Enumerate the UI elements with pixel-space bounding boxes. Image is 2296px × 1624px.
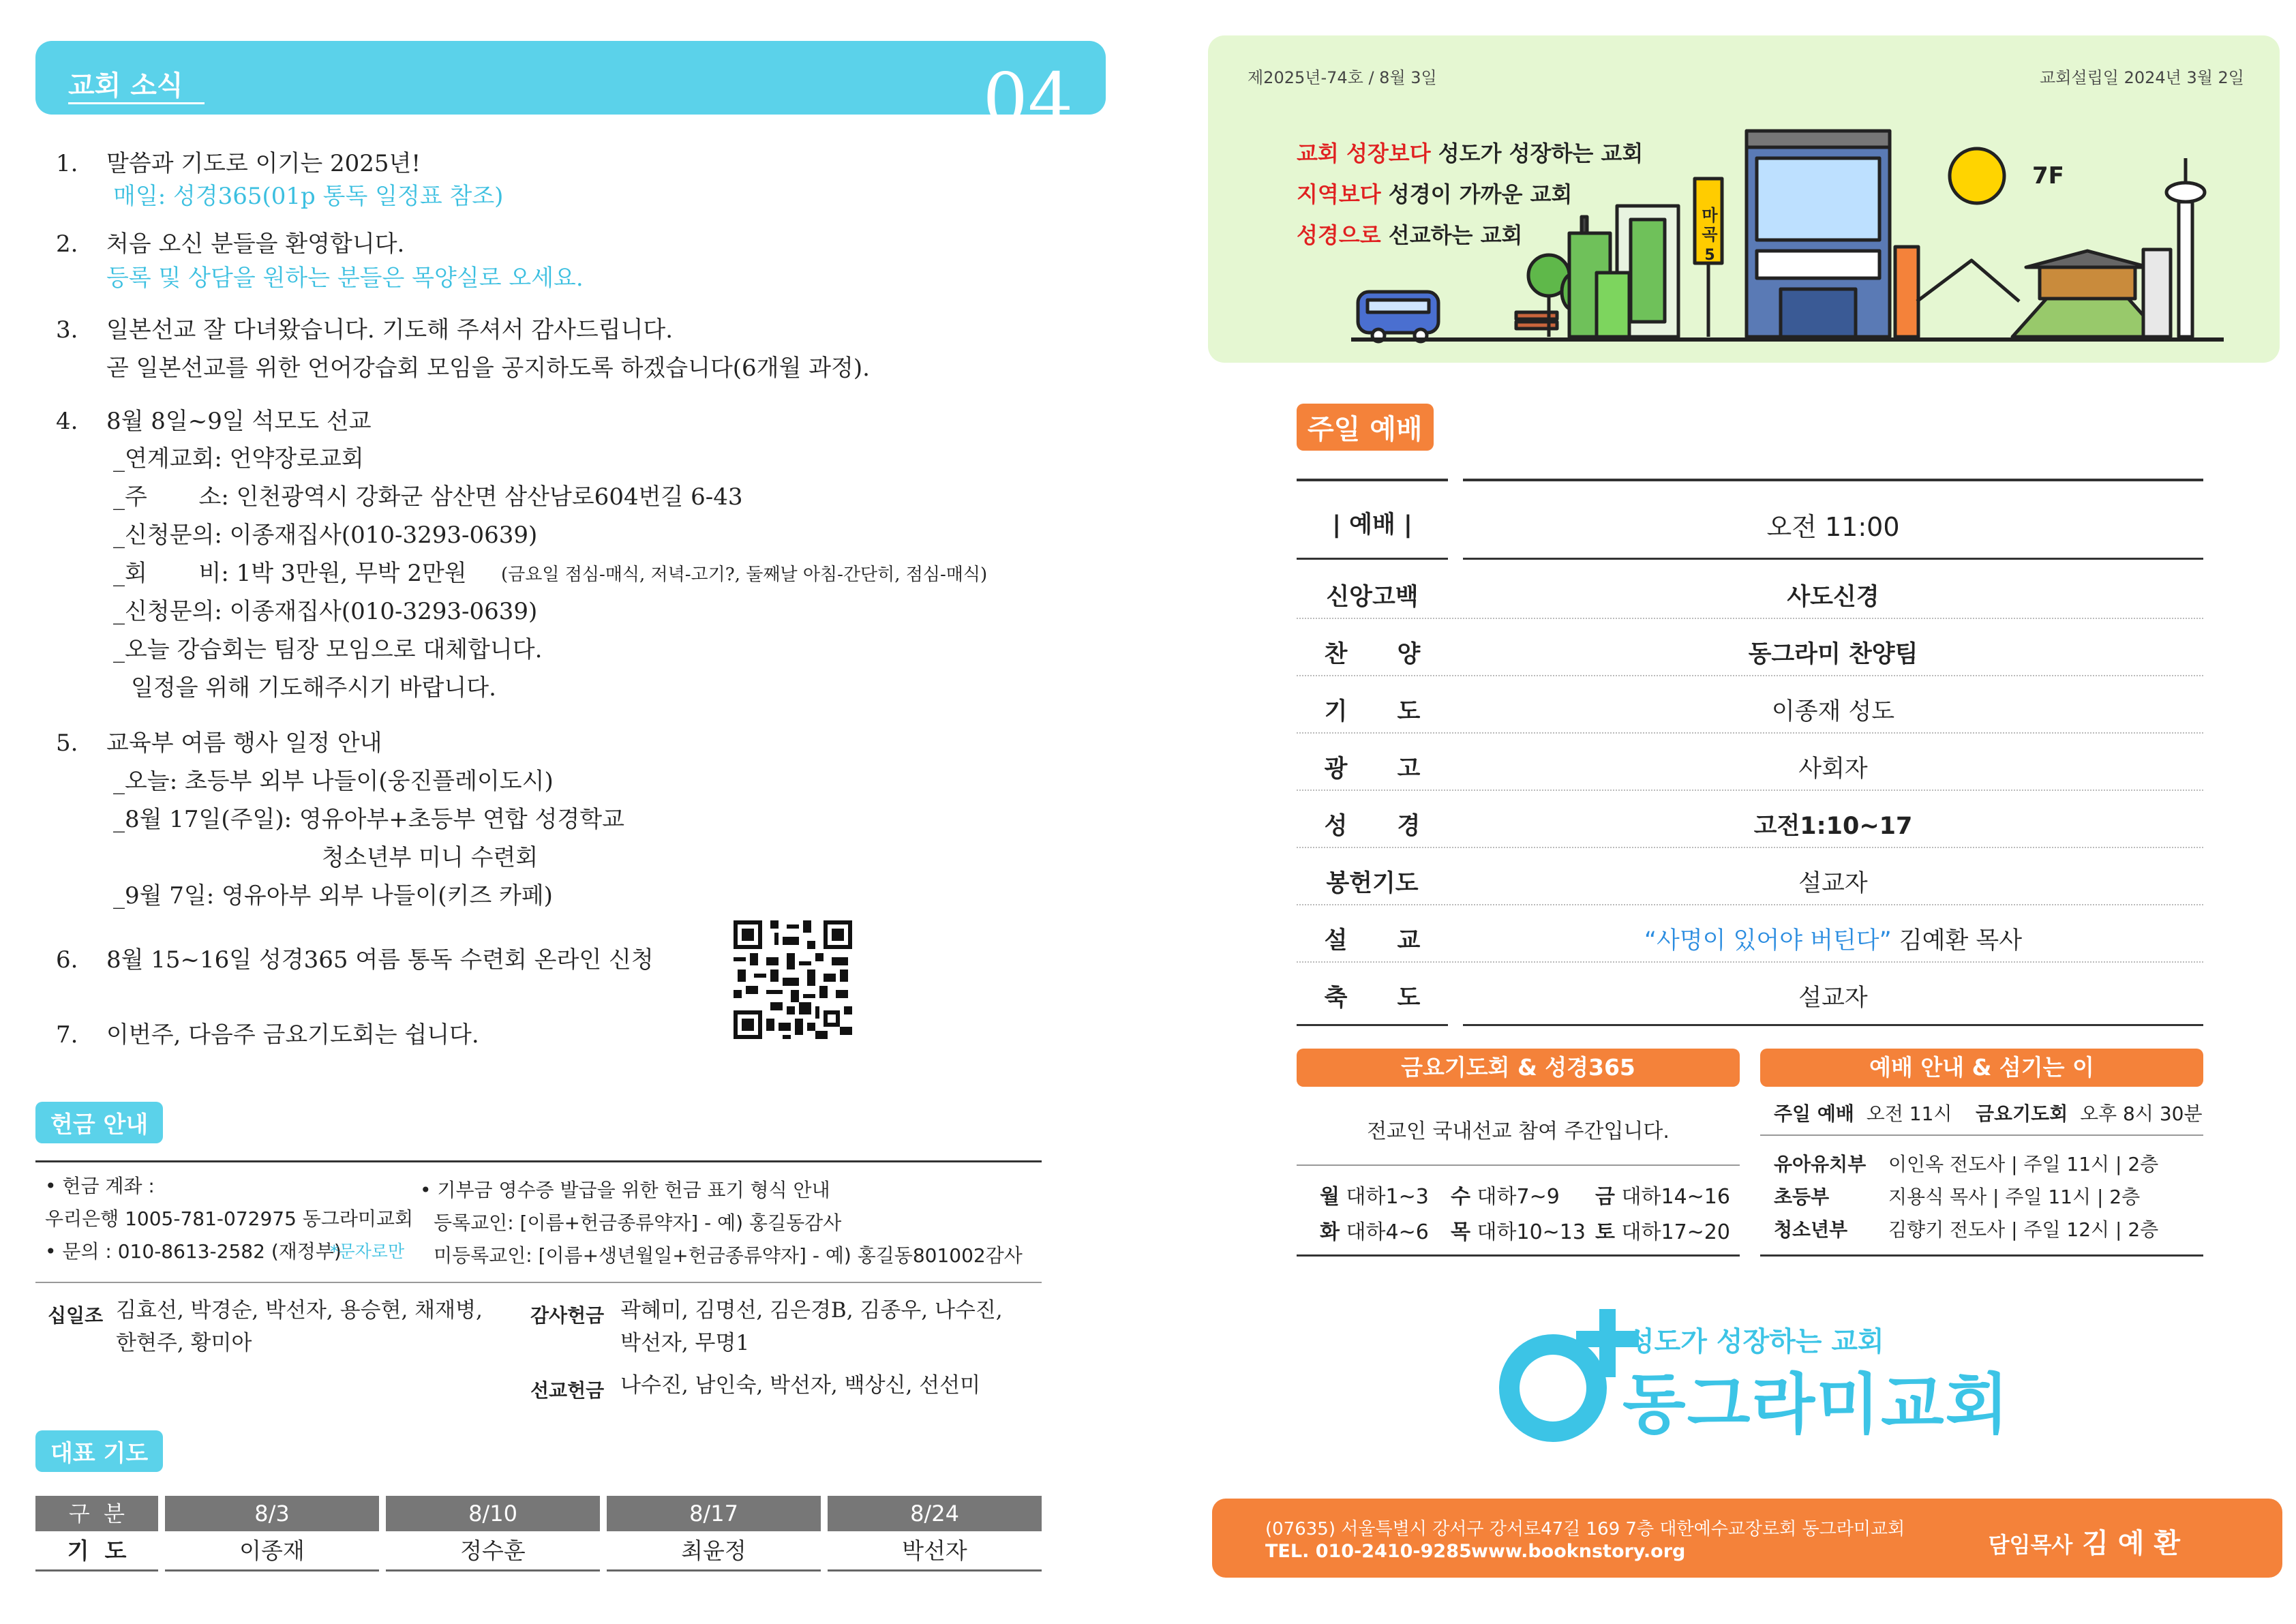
day-label: 수 (1451, 1185, 1470, 1209)
order-label: 성 경 (1324, 813, 1421, 840)
guide-bottom-rule (1760, 1254, 2203, 1257)
footer (1212, 1499, 2282, 1578)
news-header (35, 41, 1106, 140)
row-divider (1297, 732, 2203, 734)
order-value: 사회자 (1798, 755, 1868, 783)
order-label: 기 도 (1324, 698, 1421, 725)
friday-day (1595, 1179, 1730, 1209)
news-item-line: _오늘: 초등부 외부 나들이(웅진플레이도시) (113, 768, 554, 795)
friday-service-label: 금요기도회 (1976, 1102, 2068, 1125)
news-title-underline (68, 102, 205, 104)
thanks-names: 박선자, 무명1 (620, 1331, 750, 1355)
row-divider (1297, 904, 2203, 905)
day-label: 월 (1320, 1185, 1340, 1209)
prayer-name: 최윤정 (607, 1533, 821, 1572)
friday-day (1320, 1179, 1429, 1209)
sunday-label: 주일 예배 (1774, 1102, 1854, 1125)
friday-day (1451, 1179, 1560, 1209)
order-label: 신앙고백 (1326, 584, 1419, 611)
logo-name: 동그라미교회 (1622, 1366, 2010, 1443)
prayer-date: 8/10 (386, 1496, 600, 1531)
worship-rule (1297, 558, 1448, 560)
footer-address: (07635) 서울특별시 강서구 강서로47길 169 7층 대한예수교장로회 동그라미교회 (1265, 1519, 1905, 1539)
founded-info: 교회설립일 2024년 3월 2일 (2040, 68, 2244, 87)
slogan-highlight: 성경으로 (1297, 222, 1381, 248)
offering-account-label: • 헌금 계좌 : (45, 1175, 155, 1197)
slogan-rest: 성도가 성장하는 교회 (1430, 140, 1644, 166)
news-item-line: _회 비: 1박 3만원, 무박 2만원 (113, 560, 467, 587)
thanks-names: 곽혜미, 김명선, 김은경B, 김종우, 나수진, (620, 1298, 1003, 1323)
order-value: 이종재 성도 (1771, 698, 1895, 725)
footer-website-link[interactable]: www.booknstory.org (1471, 1541, 1686, 1562)
dept-label: 청소년부 (1774, 1218, 1848, 1241)
offering-title: 헌금 안내 (35, 1102, 163, 1143)
mission-names: 나수진, 남인숙, 박선자, 백상신, 선선미 (620, 1373, 981, 1398)
news-item-text: 말씀과 기도로 이기는 2025년! (106, 150, 421, 177)
friday-rule (1297, 1164, 1740, 1166)
worship-head-label: | 예배 | (1332, 511, 1413, 539)
prayer-name: 박선자 (828, 1533, 1042, 1572)
row-divider (1297, 675, 2203, 676)
news-item-line: 일정을 위해 기도해주시기 바랍니다. (131, 674, 496, 702)
news-item-num: 5. (56, 730, 78, 757)
dept-label: 유아유치부 (1774, 1153, 1867, 1175)
news-item-text: 처음 오신 분들을 환영합니다. (106, 230, 405, 258)
pastor-info (1989, 1522, 2180, 1561)
qr-code-icon[interactable] (734, 920, 852, 1039)
prayer-date: 8/24 (828, 1496, 1042, 1531)
row-divider (1297, 790, 2203, 791)
footer-tel[interactable]: TEL. 010-2410-9285 (1265, 1541, 1472, 1562)
news-item-text: 8월 15~16일 성경365 여름 통독 수련회 온라인 신청 (106, 946, 654, 974)
order-value: 설교자 (1798, 870, 1868, 897)
prayer-name: 정수훈 (386, 1533, 600, 1572)
sunday-time: 오전 11시 (1866, 1102, 1952, 1125)
news-item-text: 교육부 여름 행사 일정 안내 (106, 730, 382, 757)
day-label: 화 (1320, 1220, 1340, 1244)
news-item-text: 이번주, 다음주 금요기도회는 쉽니다. (106, 1021, 479, 1049)
news-item-line: _연계교회: 언약장로교회 (113, 445, 364, 472)
prayer-date: 8/17 (607, 1496, 821, 1531)
row-divider (1297, 618, 2203, 619)
friday-bottom-rule (1297, 1254, 1740, 1257)
news-item-sub: 등록 및 상담을 원하는 분들은 목양실로 오세요. (106, 265, 584, 292)
news-item-line: _주 소: 인천광역시 강화군 삼산면 삼산남로604번길 6-43 (113, 483, 743, 511)
day-reading: 대하10~13 (1477, 1220, 1586, 1244)
day-reading: 대하7~9 (1477, 1185, 1560, 1209)
row-divider (1297, 961, 2203, 963)
order-label: 축 도 (1324, 984, 1421, 1012)
news-item-num: 2. (56, 230, 78, 258)
dept-info: 김향기 전도사 | 주일 12시 | 2층 (1888, 1218, 2159, 1241)
worship-rule (1463, 1024, 2203, 1026)
news-item-line: _8월 17일(주일): 영유아부+초등부 연합 성경학교 (113, 806, 624, 833)
prayer-title: 대표 기도 (35, 1430, 163, 1472)
prayer-col-label: 구 분 (35, 1496, 158, 1531)
tithe-label: 십일조 (48, 1304, 104, 1327)
row-divider (1297, 847, 2203, 848)
news-item-text: 일본선교 잘 다녀왔습니다. 기도해 주셔서 감사드립니다. (106, 316, 674, 344)
guide-rule (1760, 1134, 2203, 1136)
order-label: 봉헌기도 (1326, 870, 1419, 897)
bus-stop-sign: 마곡 (1702, 206, 1718, 244)
news-item-line: _신청문의: 이종재집사(010-3293-0639) (113, 598, 538, 625)
dept-info: 이인옥 전도사 | 주일 11시 | 2층 (1888, 1153, 2159, 1175)
day-label: 금 (1595, 1185, 1615, 1209)
order-value: 김예환 목사 (1899, 927, 2023, 954)
guide-title: 예배 안내 & 섬기는 이 (1760, 1049, 2203, 1087)
friday-title: 금요기도회 & 성경365 (1297, 1049, 1740, 1087)
mission-label: 선교헌금 (530, 1379, 605, 1402)
worship-rule (1463, 558, 2203, 560)
receipt-registered: 등록교인: [이름+헌금종류약자] - 예) 홍길동감사 (434, 1212, 842, 1234)
friday-day (1451, 1215, 1586, 1245)
offering-contact-note: *문자로만 (330, 1242, 405, 1261)
offering-account: 우리은행 1005-781-072975 동그라미교회 (45, 1207, 414, 1230)
friday-day (1320, 1215, 1429, 1245)
tithe-names: 한현주, 황미아 (116, 1331, 252, 1355)
news-title: 교회 소식 (68, 70, 183, 102)
receipt-unregistered: 미등록교인: [이름+생년월일+헌금종류약자] - 예) 홍길동801002감사 (434, 1244, 1023, 1267)
sermon-line (1463, 922, 2203, 956)
worship-time: 오전 11:00 (1766, 512, 1900, 542)
offering-top-rule (35, 1160, 1042, 1162)
slogan-rest: 성경이 가까운 교회 (1380, 181, 1573, 207)
friday-day (1595, 1215, 1730, 1245)
slogan-highlight: 지역보다 (1297, 181, 1381, 207)
news-item-sub: 매일: 성경365(01p 통독 일정표 참조) (113, 183, 504, 210)
order-value: 동그라미 찬양팀 (1748, 641, 1918, 668)
floor-badge: 7F (2032, 162, 2064, 190)
pastor-label: 담임목사 (1988, 1532, 2073, 1558)
slogan-highlight: 교회 성장보다 (1297, 140, 1431, 166)
city-illustration-icon (1276, 97, 2231, 356)
issue-info: 제2025년-74호 / 8월 3일 (1248, 68, 1437, 87)
news-item-line: _오늘 강습회는 팀장 모임으로 대체합니다. (113, 636, 543, 663)
order-label: 설 교 (1324, 927, 1421, 954)
offering-mid-rule (35, 1282, 1042, 1283)
slogan-rest: 선교하는 교회 (1380, 222, 1523, 248)
order-value: 사도신경 (1787, 584, 1879, 611)
order-value: 설교자 (1798, 984, 1868, 1012)
worship-rule (1297, 479, 1448, 481)
pastor-name: 김 예 환 (2082, 1528, 2180, 1559)
news-item-sub: 곧 일본선교를 위한 언어강습회 모임을 공지하도록 하겠습니다(6개월 과정). (106, 355, 870, 382)
friday-service-time: 오후 8시 30분 (2080, 1102, 2203, 1125)
dept-label: 초등부 (1774, 1186, 1830, 1208)
prayer-name: 이종재 (165, 1533, 379, 1572)
news-item-text: 8월 8일~9일 석모도 선교 (106, 408, 372, 435)
news-item-num: 4. (56, 408, 78, 435)
news-item-num: 7. (56, 1021, 78, 1049)
page-number: 04 (982, 57, 1073, 140)
worship-rule (1463, 479, 2203, 481)
day-reading: 대하17~20 (1621, 1220, 1730, 1244)
day-label: 토 (1595, 1220, 1615, 1244)
order-label: 광 고 (1324, 755, 1421, 783)
header-banner (1208, 35, 2280, 363)
tithe-names: 김효선, 박경순, 박선자, 용승현, 채재병, (116, 1298, 483, 1323)
sermon-title: “사명이 있어야 버틴다” (1644, 927, 1892, 954)
thanks-label: 감사헌금 (530, 1304, 605, 1327)
friday-note: 전교인 국내선교 참여 주간입니다. (1367, 1119, 1670, 1143)
prayer-row-label: 기 도 (35, 1533, 158, 1572)
day-reading: 대하4~6 (1346, 1220, 1429, 1244)
day-reading: 대하14~16 (1621, 1185, 1730, 1209)
worship-rule (1297, 1024, 1448, 1026)
news-item-line: 청소년부 미니 수련회 (322, 844, 539, 871)
news-item-num: 1. (56, 150, 78, 177)
prayer-date: 8/3 (165, 1496, 379, 1531)
day-label: 목 (1451, 1220, 1470, 1244)
day-reading: 대하1~3 (1346, 1185, 1429, 1209)
logo-tagline: 성도가 성장하는 교회 (1628, 1326, 1884, 1357)
news-fee-note: (금요일 점심-매식, 저녁-고기?, 둘째날 아침-간단히, 점심-매식) (501, 565, 988, 585)
bus-stop-number: 5 (1704, 247, 1715, 264)
news-item-line: _신청문의: 이종재집사(010-3293-0639) (113, 522, 538, 549)
dept-info: 지용식 목사 | 주일 11시 | 2층 (1888, 1186, 2141, 1208)
news-item-line: _9월 7일: 영유아부 외부 나들이(키즈 카페) (113, 882, 553, 909)
receipt-title: • 기부금 영수증 발급을 위한 헌금 표기 형식 안내 (420, 1179, 830, 1201)
order-value: 고전1:10~17 (1753, 813, 1913, 840)
offering-contact: • 문의 : 010-8613-2582 (재정부) (45, 1240, 342, 1263)
news-item-num: 6. (56, 946, 78, 974)
news-item-num: 3. (56, 316, 78, 344)
worship-title: 주일 예배 (1297, 404, 1434, 451)
order-label: 찬 양 (1324, 641, 1421, 668)
